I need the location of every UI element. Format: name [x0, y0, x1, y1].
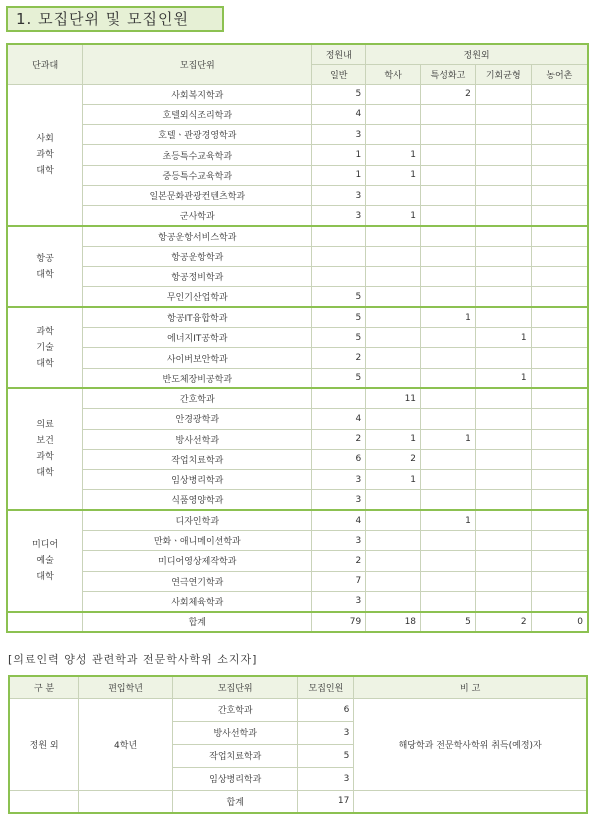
table-row: [7, 206, 588, 226]
total-equal-opp: 2: [475, 612, 531, 632]
total-bachelor: 18: [366, 612, 421, 632]
bachelor-cell: [366, 571, 421, 591]
special-hs-cell: [421, 551, 476, 571]
empty-cell: [79, 790, 173, 813]
bachelor-cell: [366, 267, 421, 287]
total-label: 합계: [172, 790, 298, 813]
header-unit2: 모집단위: [172, 676, 298, 698]
unit-cell: 작업치료학과: [83, 449, 312, 469]
total-general: 79: [312, 612, 366, 632]
special-hs-cell: [421, 246, 476, 266]
bachelor-cell: 1: [366, 165, 421, 185]
special-hs-cell: [421, 409, 476, 429]
college-name-line: 대학: [36, 269, 54, 280]
equal-opp-cell: 1: [475, 328, 531, 348]
unit-cell: 방사선학과: [83, 429, 312, 449]
general-cell: 6: [312, 449, 366, 469]
unit-cell: 사회복지학과: [83, 84, 312, 104]
table-row: [7, 571, 588, 591]
general-cell: 2: [312, 429, 366, 449]
equal-opp-cell: [475, 165, 531, 185]
special-hs-cell: [421, 470, 476, 490]
unit-cell: 작업치료학과: [172, 744, 298, 767]
unit-cell: 만화ㆍ애니메이션학과: [83, 531, 312, 551]
unit-cell: 사이버보안학과: [83, 348, 312, 368]
unit-cell: 에너지IT공학과: [83, 328, 312, 348]
special-hs-cell: [421, 348, 476, 368]
equal-opp-cell: [475, 388, 531, 408]
table-row: [7, 388, 588, 408]
bachelor-cell: [366, 104, 421, 124]
general-cell: 3: [312, 206, 366, 226]
table-row: [7, 551, 588, 571]
bachelor-cell: 2: [366, 449, 421, 469]
farming-cell: [531, 531, 588, 551]
header-note: 비 고: [354, 676, 587, 698]
general-cell: 4: [312, 104, 366, 124]
special-hs-cell: [421, 449, 476, 469]
category-cell: 정원 외: [9, 698, 79, 790]
header-unit: 모집단위: [83, 44, 312, 84]
table-row: [7, 185, 588, 205]
special-hs-cell: [421, 145, 476, 165]
college-name-line: 항공: [36, 253, 54, 264]
farming-cell: [531, 409, 588, 429]
header-special-hs: 특성화고: [421, 64, 476, 84]
unit-cell: 안경광학과: [83, 409, 312, 429]
farming-cell: [531, 449, 588, 469]
bachelor-cell: [366, 307, 421, 327]
transfer-table: [8, 675, 588, 814]
bachelor-cell: [366, 591, 421, 611]
farming-cell: [531, 388, 588, 408]
unit-cell: 호텔ㆍ관광경영학과: [83, 125, 312, 145]
table-row: [7, 449, 588, 469]
unit-cell: 디자인학과: [83, 510, 312, 530]
empty-cell: [354, 790, 587, 813]
farming-cell: [531, 185, 588, 205]
special-hs-cell: [421, 287, 476, 307]
special-hs-cell: [421, 206, 476, 226]
general-cell: 1: [312, 145, 366, 165]
farming-cell: [531, 84, 588, 104]
college-name-line: 대학: [36, 468, 54, 479]
bachelor-cell: [366, 490, 421, 510]
equal-opp-cell: 1: [475, 368, 531, 388]
equal-opp-cell: [475, 206, 531, 226]
note-cell: 해당학과 전문학사학위 취득(예정)자: [354, 698, 587, 790]
unit-cell: 반도체장비공학과: [83, 368, 312, 388]
general-cell: 4: [312, 409, 366, 429]
special-hs-cell: 1: [421, 429, 476, 449]
header-farming: 농어촌: [531, 64, 588, 84]
general-cell: 5: [312, 287, 366, 307]
table-row: [7, 368, 588, 388]
bachelor-cell: [366, 409, 421, 429]
header-within-quota: 정원내: [312, 44, 366, 64]
table-row: [7, 531, 588, 551]
header-year: 편입학년: [79, 676, 173, 698]
equal-opp-cell: [475, 490, 531, 510]
equal-opp-cell: [475, 510, 531, 530]
college-cell: [7, 388, 83, 510]
farming-cell: [531, 287, 588, 307]
table-row: [7, 490, 588, 510]
table-row: [7, 125, 588, 145]
count-cell: 5: [298, 744, 354, 767]
special-hs-cell: [421, 185, 476, 205]
total-farming: 0: [531, 612, 588, 632]
unit-cell: 임상병리학과: [83, 470, 312, 490]
total-row: [9, 790, 587, 813]
college-cell: [7, 84, 83, 226]
unit-cell: 방사선학과: [172, 721, 298, 744]
table-row: [7, 307, 588, 327]
table-row: [7, 429, 588, 449]
special-hs-cell: [421, 591, 476, 611]
total-label: 합계: [83, 612, 312, 632]
equal-opp-cell: [475, 125, 531, 145]
bachelor-cell: 1: [366, 429, 421, 449]
equal-opp-cell: [475, 104, 531, 124]
bachelor-cell: 1: [366, 470, 421, 490]
equal-opp-cell: [475, 449, 531, 469]
equal-opp-cell: [475, 307, 531, 327]
year-cell: 4학년: [79, 698, 173, 790]
college-name-line: 과학: [36, 326, 54, 337]
farming-cell: [531, 206, 588, 226]
unit-cell: 중등특수교육학과: [83, 165, 312, 185]
general-cell: 3: [312, 531, 366, 551]
table-row: [7, 84, 588, 104]
college-name-line: 미디어: [32, 539, 59, 550]
table-row: [7, 165, 588, 185]
general-cell: 4: [312, 510, 366, 530]
bachelor-cell: 1: [366, 206, 421, 226]
table-row: [7, 246, 588, 266]
general-cell: [312, 226, 366, 246]
bachelor-cell: [366, 125, 421, 145]
college-name-line: 대학: [36, 571, 54, 582]
bachelor-cell: [366, 531, 421, 551]
equal-opp-cell: [475, 287, 531, 307]
college-name-line: 대학: [36, 358, 54, 369]
equal-opp-cell: [475, 571, 531, 591]
bachelor-cell: [366, 287, 421, 307]
college-name-line: 대학: [36, 165, 54, 176]
general-cell: 5: [312, 307, 366, 327]
unit-cell: 사회체육학과: [83, 591, 312, 611]
farming-cell: [531, 510, 588, 530]
general-cell: [312, 388, 366, 408]
special-hs-cell: [421, 104, 476, 124]
special-hs-cell: [421, 125, 476, 145]
total-row: [7, 612, 588, 632]
bachelor-cell: 1: [366, 145, 421, 165]
empty-cell: [9, 790, 79, 813]
college-name-line: 과학: [36, 452, 54, 463]
unit-cell: 간호학과: [172, 698, 298, 721]
general-cell: 3: [312, 591, 366, 611]
farming-cell: [531, 429, 588, 449]
table-row: [7, 287, 588, 307]
unit-cell: 초등특수교육학과: [83, 145, 312, 165]
unit-cell: 일본문화관광컨텐츠학과: [83, 185, 312, 205]
general-cell: 3: [312, 470, 366, 490]
farming-cell: [531, 368, 588, 388]
unit-cell: 군사학과: [83, 206, 312, 226]
unit-cell: 임상병리학과: [172, 767, 298, 790]
general-cell: 3: [312, 185, 366, 205]
table-row: [7, 226, 588, 246]
equal-opp-cell: [475, 531, 531, 551]
college-name-line: 과학: [36, 149, 54, 160]
college-cell: [7, 307, 83, 388]
unit-cell: 식품영양학과: [83, 490, 312, 510]
special-hs-cell: [421, 571, 476, 591]
header-outside-quota: 정원외: [366, 44, 588, 64]
unit-cell: 호텔외식조리학과: [83, 104, 312, 124]
section-title: 1. 모집단위 및 모집인원: [6, 6, 224, 32]
general-cell: [312, 246, 366, 266]
farming-cell: [531, 470, 588, 490]
count-cell: 6: [298, 698, 354, 721]
bachelor-cell: [366, 510, 421, 530]
unit-cell: 항공정비학과: [83, 267, 312, 287]
table-row: [7, 145, 588, 165]
farming-cell: [531, 490, 588, 510]
college-name-line: 의료: [36, 420, 54, 431]
equal-opp-cell: [475, 348, 531, 368]
farming-cell: [531, 267, 588, 287]
farming-cell: [531, 328, 588, 348]
bachelor-cell: 11: [366, 388, 421, 408]
bachelor-cell: [366, 551, 421, 571]
unit-cell: 항공운항학과: [83, 246, 312, 266]
equal-opp-cell: [475, 246, 531, 266]
farming-cell: [531, 551, 588, 571]
general-cell: 3: [312, 490, 366, 510]
empty-cell: [7, 612, 83, 632]
special-hs-cell: [421, 368, 476, 388]
equal-opp-cell: [475, 429, 531, 449]
special-hs-cell: 2: [421, 84, 476, 104]
college-name-line: 예술: [36, 555, 54, 566]
table-row: [7, 510, 588, 530]
general-cell: 3: [312, 125, 366, 145]
header-equal-opp: 기회균형: [475, 64, 531, 84]
farming-cell: [531, 591, 588, 611]
equal-opp-cell: [475, 145, 531, 165]
table-row: [7, 470, 588, 490]
college-cell: [7, 226, 83, 307]
farming-cell: [531, 348, 588, 368]
equal-opp-cell: [475, 591, 531, 611]
equal-opp-cell: [475, 84, 531, 104]
count-cell: 3: [298, 721, 354, 744]
farming-cell: [531, 246, 588, 266]
special-hs-cell: [421, 226, 476, 246]
special-hs-cell: 1: [421, 307, 476, 327]
equal-opp-cell: [475, 185, 531, 205]
special-hs-cell: 1: [421, 510, 476, 530]
table-row: [9, 698, 587, 721]
special-hs-cell: [421, 267, 476, 287]
unit-cell: 무인기산업학과: [83, 287, 312, 307]
farming-cell: [531, 226, 588, 246]
unit-cell: 간호학과: [83, 388, 312, 408]
bachelor-cell: [366, 226, 421, 246]
college-name-line: 사회: [36, 133, 54, 144]
table-row: [7, 328, 588, 348]
general-cell: 5: [312, 368, 366, 388]
college-name-line: 보건: [36, 436, 54, 447]
table-row: [7, 591, 588, 611]
farming-cell: [531, 307, 588, 327]
farming-cell: [531, 165, 588, 185]
sub-title: [의료인력 양성 관련학과 전문학사학위 소지자]: [8, 653, 258, 666]
table-row: [7, 348, 588, 368]
total-count: 17: [298, 790, 354, 813]
farming-cell: [531, 104, 588, 124]
bachelor-cell: [366, 368, 421, 388]
unit-cell: 미디어영상제작학과: [83, 551, 312, 571]
header-count: 모집인원: [298, 676, 354, 698]
total-special-hs: 5: [421, 612, 476, 632]
equal-opp-cell: [475, 551, 531, 571]
general-cell: 2: [312, 551, 366, 571]
bachelor-cell: [366, 185, 421, 205]
unit-cell: 연극연기학과: [83, 571, 312, 591]
header-college: 단과대: [7, 44, 83, 84]
header-bachelor: 학사: [366, 64, 421, 84]
unit-cell: 항공IT융합학과: [83, 307, 312, 327]
special-hs-cell: [421, 531, 476, 551]
special-hs-cell: [421, 490, 476, 510]
equal-opp-cell: [475, 470, 531, 490]
bachelor-cell: [366, 328, 421, 348]
general-cell: [312, 267, 366, 287]
equal-opp-cell: [475, 226, 531, 246]
general-cell: 5: [312, 84, 366, 104]
general-cell: 7: [312, 571, 366, 591]
bachelor-cell: [366, 246, 421, 266]
special-hs-cell: [421, 388, 476, 408]
header-category: 구 분: [9, 676, 79, 698]
general-cell: 2: [312, 348, 366, 368]
general-cell: 1: [312, 165, 366, 185]
bachelor-cell: [366, 84, 421, 104]
general-cell: 5: [312, 328, 366, 348]
equal-opp-cell: [475, 267, 531, 287]
college-name-line: 기술: [36, 342, 54, 353]
farming-cell: [531, 571, 588, 591]
special-hs-cell: [421, 328, 476, 348]
farming-cell: [531, 145, 588, 165]
table-row: [7, 409, 588, 429]
special-hs-cell: [421, 165, 476, 185]
farming-cell: [531, 125, 588, 145]
count-cell: 3: [298, 767, 354, 790]
table-row: [7, 267, 588, 287]
header-general: 일반: [312, 64, 366, 84]
college-cell: [7, 510, 83, 611]
table-row: [7, 104, 588, 124]
unit-cell: 항공운항서비스학과: [83, 226, 312, 246]
equal-opp-cell: [475, 409, 531, 429]
recruitment-table: [6, 43, 589, 633]
bachelor-cell: [366, 348, 421, 368]
